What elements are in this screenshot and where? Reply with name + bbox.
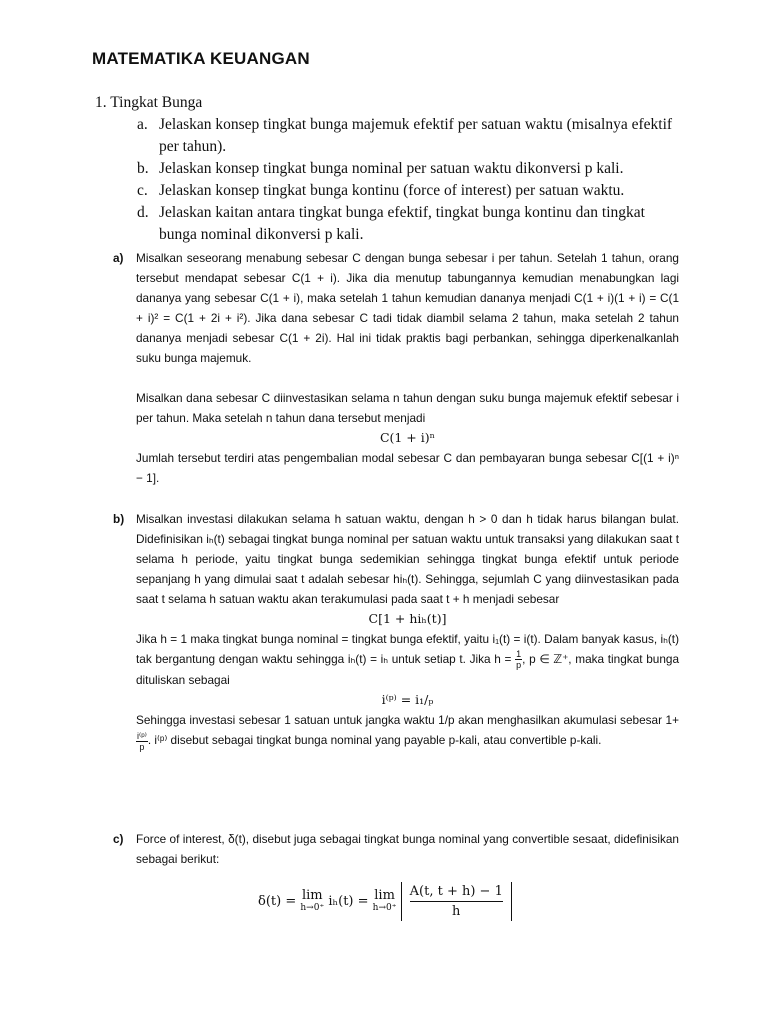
formula-middle: iₕ(t) = [328, 894, 369, 909]
question-item-d [95, 202, 685, 246]
fraction-ip-over-p [136, 731, 148, 752]
answer-b-paragraph-2 [136, 629, 679, 690]
fraction-numerator: i⁽ᵖ⁾ [137, 730, 147, 741]
h-equals: h = [494, 652, 512, 666]
answer-a-paragraph-3: Jumlah tersebut terdiri atas pengembalian modal sebesar C dan pembayaran bunga sebesar C[(1 + i)ⁿ − 1]. [136, 451, 679, 485]
limit-1 [300, 887, 325, 914]
answer-c-paragraph-1: Force of interest, δ(t), disebut juga sebagai tingkat bunga nominal yang convertible sesaat, didefinisikan sebagai berikut: [136, 832, 679, 866]
force-of-interest-formula [258, 882, 512, 921]
answer-label: a) [113, 251, 124, 265]
question-item-a [95, 114, 685, 158]
answer-label: b) [113, 512, 125, 526]
answer-a-equation: C(1 + i)ⁿ [379, 430, 436, 445]
question-item-b [95, 158, 685, 180]
answer-c [113, 829, 679, 869]
question-heading: 1. Tingkat Bunga [95, 94, 203, 111]
limit-subscript: h→0⁺ [372, 902, 397, 913]
question-text: Jelaskan kaitan antara tingkat bunga efektif, tingkat bunga kontinu dan tingkat bunga nominal dikonversi p kali. [159, 204, 645, 243]
answer-b-paragraph-3-text: Sehingga investasi sebesar 1 satuan untuk jangka waktu 1/p akan menghasilkan akumulasi sebesar 1+ [136, 713, 679, 728]
answer-b-paragraph-1: Misalkan investasi dilakukan selama h satuan waktu, dengan h > 0 dan h tidak harus bilangan bulat. Didefinisikan iₕ(t) sebagai tingkat bunga nominal per satuan waktu untuk transaksi yang dilakukan saat t selama h periode, yaitu tingkat bunga sedemikian sehingga tingkat bunga efektif untuk periode sepanjang h yang dimulai saat t adalah sebesar hiₕ(t). Sehingga, sejumlah C yang diinvestasikan pada saat t selama h satuan waktu akan terakumulasi pada saat t + h menjadi sebesar [136, 512, 679, 606]
answer-b-equation-1: C[1 + hiₕ(t)] [368, 611, 447, 626]
fraction-numerator: 1 [516, 649, 522, 660]
question-label: b. [137, 160, 149, 177]
formula-left: δ(t) = [258, 894, 297, 909]
question-text: Jelaskan konsep tingkat bunga majemuk efektif per satuan waktu (misalnya efektif per tahun). [159, 116, 673, 155]
question-label: c. [137, 182, 148, 199]
question-item-c [95, 180, 685, 202]
bracket-fraction [401, 882, 512, 921]
answer-b-paragraph-2-text: Jika h = 1 maka tingkat bunga nominal = tingkat bunga efektif, yaitu i₁(t) = i(t). Dalam banyak kasus, iₕ(t) tak bergantung dengan waktu sehingga iₕ(t) = iₕ untuk setiap t. Jika [136, 632, 679, 666]
answer-label: c) [113, 832, 124, 846]
answer-a-paragraph-1: Misalkan seseorang menabung sebesar C dengan bunga sebesar i per tahun. Setelah 1 tahun, orang tersebut mendapat sebesar C(1 + i). Jika dia menutup tabungannya kemudian menabungkan lagi dananya yang sebesar C(1 + i), maka setelah 1 tahun kemudian dananya menjadi C(1 + i)(1 + i) = C(1 + i)² = C(1 + 2i + i²). Jika dana sebesar C tadi tidak diambil selama 2 tahun, maka setelah 2 tahun dananya menjadi sebesar C(1 + 2i). Hal ini tidak praktis bagi perbankan, sehingga diperkenalkanlah suku bunga majemuk. [136, 251, 679, 365]
document-title: MATEMATIKA KEUANGAN [92, 49, 310, 68]
answer-b-equation-2: i⁽ᵖ⁾ = i₁/ₚ [381, 692, 434, 708]
answer-b-paragraph-2-end: , p ∈ ℤ⁺, maka tingkat bunga dituliskan sebagai [136, 652, 680, 688]
question-label: d. [137, 204, 149, 221]
question-block [95, 92, 685, 246]
answer-a [113, 248, 679, 488]
limit-2 [372, 887, 397, 914]
answer-b [113, 509, 679, 752]
limit-text: lim [301, 887, 323, 903]
question-text: Jelaskan konsep tingkat bunga nominal per satuan waktu dikonversi p kali. [159, 160, 624, 177]
question-label: a. [137, 116, 148, 133]
answer-a-paragraph-2: Misalkan dana sebesar C diinvestasikan selama n tahun dengan suku bunga majemuk efektif sebesar i per tahun. Maka setelah n tahun dana tersebut menjadi [136, 391, 679, 425]
limit-subscript: h→0⁺ [300, 902, 325, 913]
fraction-denominator: p [139, 741, 145, 752]
answer-b-paragraph-3 [136, 710, 679, 751]
question-text: Jelaskan konsep tingkat bunga kontinu (force of interest) per satuan waktu. [159, 182, 625, 199]
limit-text: lim [374, 887, 395, 903]
formula-denominator: h [452, 904, 461, 919]
formula-numerator: A(t, t + h) − 1 [410, 884, 503, 902]
answer-b-paragraph-3-end: . i⁽ᵖ⁾ disebut sebagai tingkat bunga nominal yang payable p-kali, atau convertible p-kali. [147, 733, 602, 748]
fraction-denominator: p [516, 660, 522, 671]
